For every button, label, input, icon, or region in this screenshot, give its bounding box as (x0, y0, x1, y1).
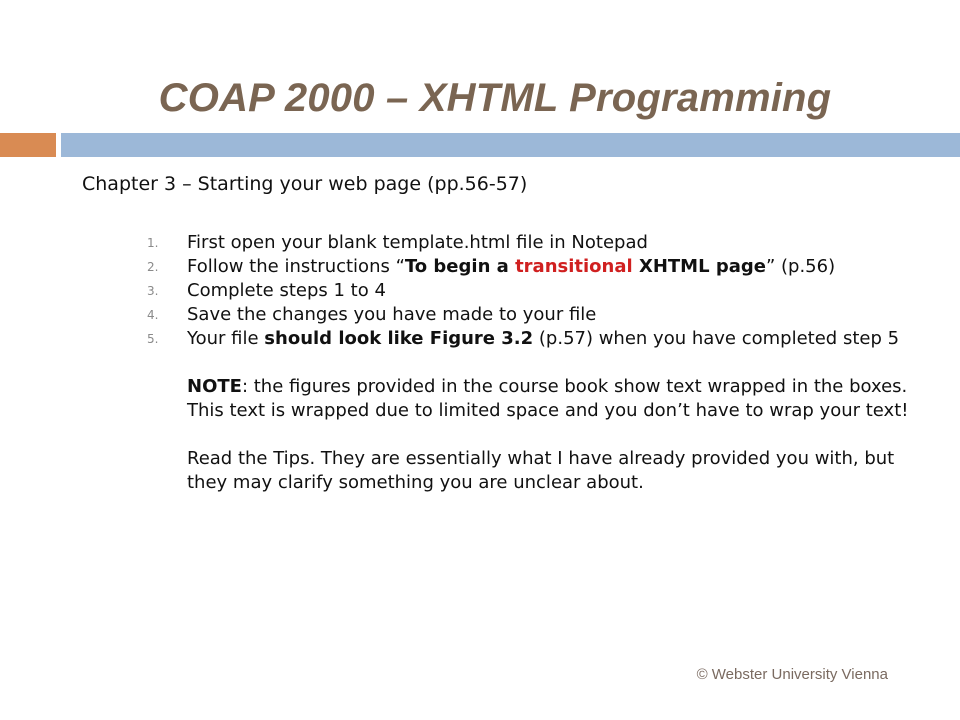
step-text: ” (p.56) (765, 256, 836, 277)
step-text: Save the changes you have made to your file (187, 304, 597, 325)
step-text: Complete steps 1 to 4 (187, 280, 386, 301)
note-paragraph (187, 375, 937, 423)
list-number: 3. (147, 284, 159, 298)
step-text: First open your blank template.html file in Notepad (187, 232, 648, 253)
accent-bar-orange (0, 133, 56, 157)
list-item (147, 303, 937, 327)
bold-text: XHTML page (632, 256, 766, 277)
highlight-text: transitional (515, 256, 633, 277)
list-item (147, 231, 937, 255)
list-number: 5. (147, 332, 159, 346)
steps-list (147, 231, 937, 495)
list-item (147, 255, 937, 279)
step-text: Your file (187, 328, 265, 349)
bold-text: To begin a (404, 256, 516, 277)
list-number: 1. (147, 236, 159, 250)
chapter-subtitle: Chapter 3 – Starting your web page (pp.56-57) (82, 173, 528, 195)
list-item (147, 279, 937, 303)
step-text: (p.57) when you have completed step 5 (533, 328, 900, 349)
list-number: 2. (147, 260, 159, 274)
accent-bar-blue (61, 133, 960, 157)
slide-title: COAP 2000 – XHTML Programming (158, 76, 832, 120)
note-text: : the figures provided in the course book show text wrapped in the boxes. This text is wrapped due to limited space and you don’t have to wrap your text! (187, 376, 909, 421)
note-label: NOTE (187, 376, 242, 397)
tips-paragraph: Read the Tips. They are essentially what I have already provided you with, but they may clarify something you are unclear about. (187, 448, 895, 493)
list-number: 4. (147, 308, 159, 322)
list-item (147, 327, 937, 495)
footer-copyright: © Webster University Vienna (696, 666, 888, 683)
step-text: Follow the instructions “ (187, 256, 405, 277)
bold-text: should look like Figure 3.2 (264, 328, 534, 349)
